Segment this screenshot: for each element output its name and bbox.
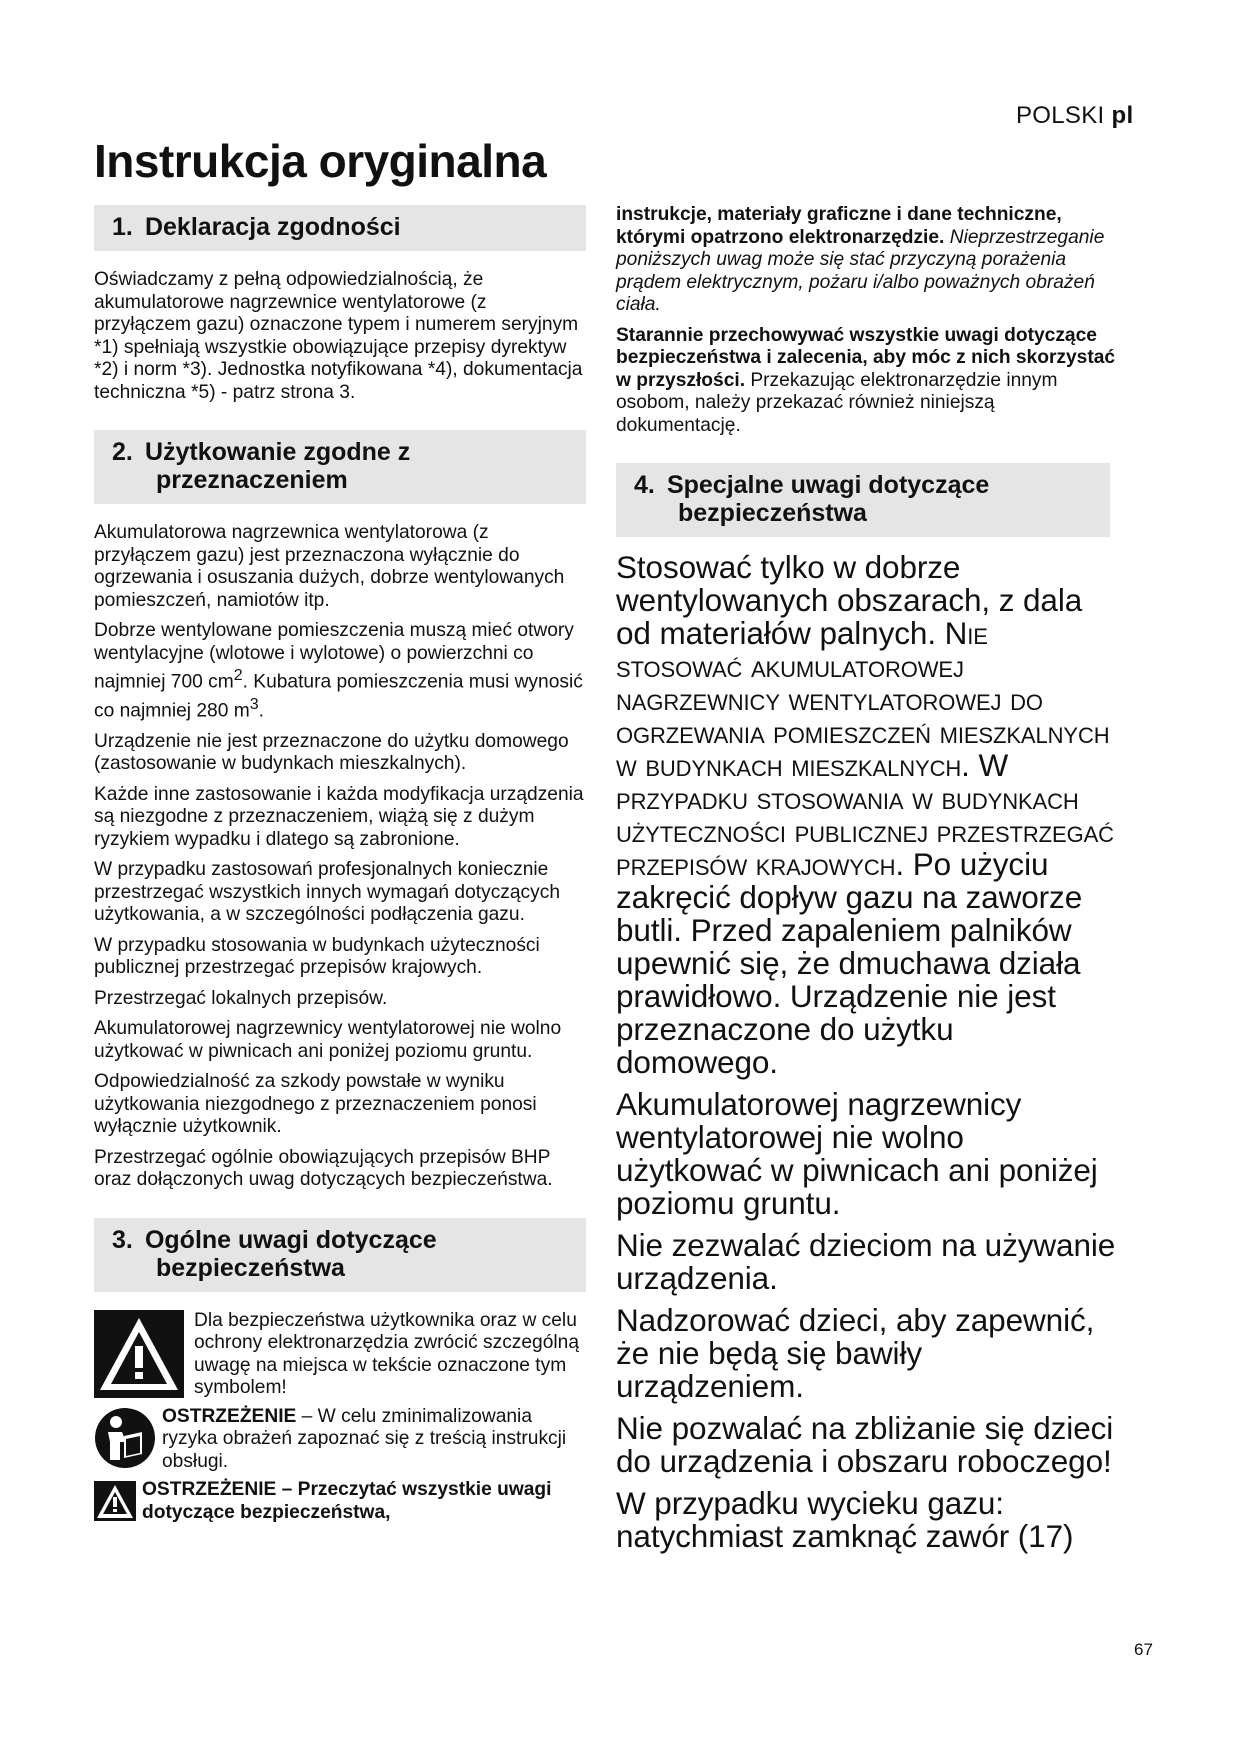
section-2-paragraph: Akumulatorowej nagrzewnicy wentylatorowej nie wolno użytkować w piwnicach ani poniżej poziomu gruntu. [94,1018,562,1062]
section-2-paragraph: W przypadku stosowania w budynkach użyteczności publicznej przestrzegać przepisów krajowych. [94,934,540,979]
language-label [1016,102,1133,130]
special-warnings [616,551,1116,1553]
warning-symbol-note: Dla bezpieczeństwa użytkownika oraz w celu ochrony elektronarzędzia zwrócić szczególną uwagę na miejsca w tekście oznaczone tym symbolem! [94,1310,586,1400]
special-warning-paragraph: Nadzorować dzieci, aby zapewnić, że nie będą się bawiły urządzeniem. [616,1302,1095,1404]
section-2-paragraph: Każde inne zastosowanie i każda modyfikacja urządzenia są niezgodne z przeznaczeniem, wiążą się z dużym ryzykiem wypadku i dlatego są zabronione. [94,783,584,850]
section-2-paragraph: Dobrze wentylowane pomieszczenia muszą mieć otwory wentylacyjne (wlotowe i wylotowe) o powierzchni co najmniej 700 $cm^2$. Kubatura pomieszczenia musi wynosić co najmniej 280 $m^3$. [94,620,583,722]
read-warnings-note: OSTRZEŻENIE – Przeczytać wszystkie uwagi dotyczące bezpieczeństwa, [94,1479,586,1524]
section-3-heading: 3. Ogólne uwagi dotyczące bezpieczeństwa [94,1218,586,1292]
section-2-heading: 2. Użytkowanie zgodne z przeznaczeniem [94,430,586,504]
read-manual-icon [94,1406,156,1470]
section-2-paragraph: Przestrzegać ogólnie obowiązujących przepisów BHP oraz dołączonych uwag dotyczących bezpieczeństwa. [94,1146,553,1191]
warning-triangle-small-icon [94,1481,136,1521]
section-1-text: Oświadczamy z pełną odpowiedzialnością, że akumulatorowe nagrzewnice wentylatorowe (z przyłączem gazu) oznaczone typem i numerem seryjnym *1) spełniają wszystkie obowiązujące przepisy dyrektyw *2) i norm *3). Jednostka notyfikowana *4), dokumentacja techniczna *5) - patrz strona 3. [94,269,583,403]
page-number: 67 [1134,1640,1153,1659]
section-1-heading: 1. Deklaracja zgodności [94,205,586,251]
left-column [94,205,586,1530]
special-warning-paragraph: Nie zezwalać dzieciom na używanie urządzenia. [616,1227,1116,1296]
section-2-paragraph: W przypadku zastosowań profesjonalnych koniecznie przestrzegać wszystkich innych wymagań dotyczących użytkowania, a w szczególności podłączenia gazu. [94,859,561,926]
keep-instructions-note: Starannie przechowywać wszystkie uwagi dotyczące bezpieczeństwa i zalecenia, aby móc z nich skorzystać w przyszłości. Przekazując elektronarzędzie innym osobom, należy przekazać również niniejszą dokumentację. [616,324,1116,436]
section-2-paragraph: Urządzenie nie jest przeznaczone do użytku domowego (zastosowanie w budynkach mieszkalnych). [94,730,569,775]
special-warning-paragraph: Akumulatorowej nagrzewnicy wentylatorowej nie wolno użytkować w piwnicach ani poniżej poziomu gruntu. [616,1086,1098,1221]
language-name: POLSKI [1016,102,1105,129]
warning-triangle-icon [94,1310,184,1398]
right-column [616,204,1116,1562]
special-warning-paragraph: Stosować tylko w dobrze wentylowanych obszarach, z dala od materiałów palnych. Nie stosować akumulatorowej nagrzewnicy wentylatorowej do ogrzewania pomieszczeń mieszkalnych w budynkach mieszkalnych. W przypadku stosowania w budynkach użyteczności publicznej przestrzegać przepisów krajowych. Po użyciu zakręcić dopływ gazu na zaworze butli. Przed zapaleniem palników upewnić się, że dmuchawa działa prawidłowo. Urządzenie nie jest przeznaczone do użytku domowego. [616,549,1114,1080]
section-2-paragraph: Akumulatorowa nagrzewnica wentylatorowa (z przyłączem gazu) jest przeznaczona wyłącznie do ogrzewania i osuszania dużych, dobrze wentylowanych pomieszczeń, namiotów itp. [94,522,565,611]
section-4-heading: 4. Specjalne uwagi dotyczące bezpieczeństwa [616,463,1110,537]
special-warning-paragraph: W przypadku wycieku gazu: natychmiast zamknąć zawór (17) [616,1485,1074,1554]
language-code: pl [1111,102,1134,129]
section-2-paragraph: Odpowiedzialność za szkody powstałe w wyniku użytkowania niezgodnego z przeznaczeniem ponosi wyłącznie użytkownik. [94,1071,537,1138]
safety-instructions-continuation: instrukcje, materiały graficzne i dane techniczne, którymi opatrzono elektronarzędzie. Nieprzestrzeganie poniższych uwag może się stać przyczyną porażenia prądem elektrycznym, pożaru i/albo poważnych obrażeń ciała. [616,204,1105,315]
section-2-paragraph: Przestrzegać lokalnych przepisów. [94,987,388,1009]
read-manual-note: OSTRZEŻENIE – W celu zminimalizowania ryzyka obrażeń zapoznać się z treścią instrukcji obsługi. [94,1406,586,1474]
page-title: Instrukcja oryginalna [94,135,547,187]
special-warning-paragraph: Nie pozwalać na zbliżanie się dzieci do urządzenia i obszaru roboczego! [616,1410,1114,1479]
